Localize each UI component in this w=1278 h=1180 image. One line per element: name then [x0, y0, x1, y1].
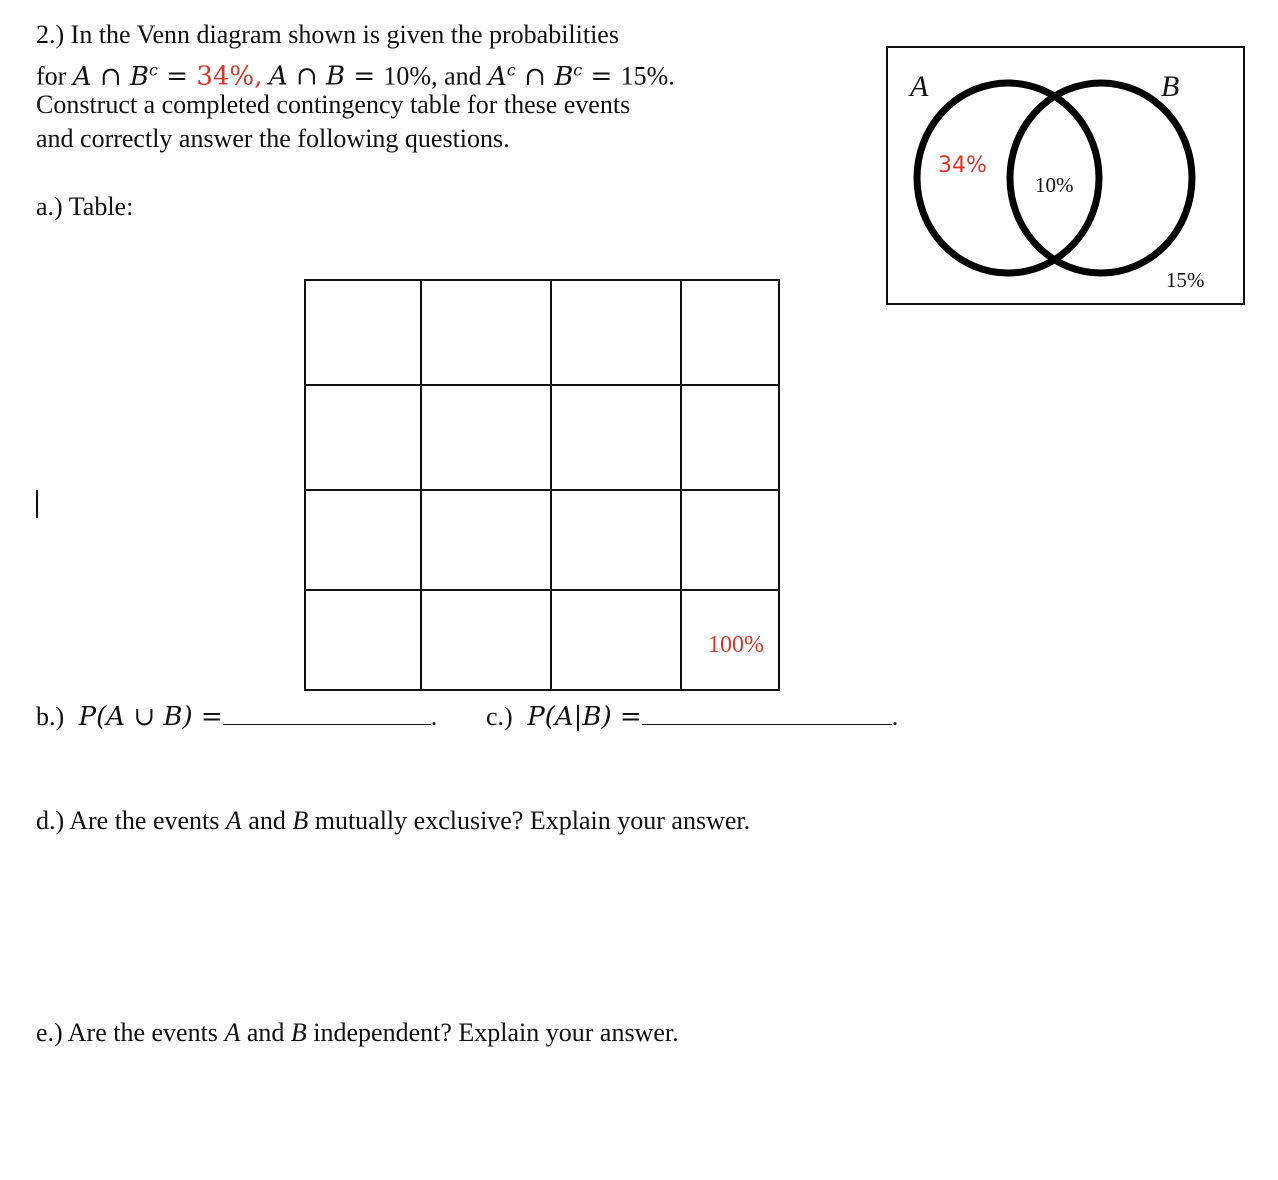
value-10: 10% [383, 61, 432, 91]
expr-ac-and-bc: $A^c$ ∩ $B^c$ [488, 60, 583, 92]
venn-value-only-a: 34% [938, 153, 987, 178]
part-c [486, 700, 898, 734]
part-b-answer-blank[interactable] [223, 700, 431, 725]
part-d-event-b: B [292, 806, 309, 835]
table-cell[interactable] [551, 590, 681, 690]
part-b [36, 700, 437, 734]
value-34: 34%, [196, 61, 263, 92]
venn-label-a: A [910, 70, 929, 103]
value-15: 15%. [620, 61, 675, 91]
contingency-table [304, 279, 780, 691]
part-b-eq: = [192, 702, 223, 732]
table-cell[interactable] [305, 590, 421, 690]
table-row [305, 590, 779, 690]
eq-sign: = [158, 61, 197, 92]
venn-value-neither: 15% [1166, 268, 1205, 292]
part-d-event-a: A [225, 806, 242, 835]
part-d-prefix: d.) Are the events [36, 806, 226, 835]
table-cell[interactable] [551, 490, 681, 590]
table-cell[interactable] [305, 490, 421, 590]
part-b-label: b.) [36, 702, 65, 731]
part-d-suffix: mutually exclusive? Explain your answer. [308, 806, 751, 835]
expr-a-and-bc: A ∩ $B^c$ [72, 60, 158, 92]
table-cell[interactable] [681, 385, 779, 490]
table-cell[interactable] [421, 385, 551, 490]
and-text: , and [431, 61, 489, 91]
table-cell[interactable] [681, 280, 779, 385]
part-a-label: a.) Table: [36, 192, 134, 221]
table-cell[interactable] [551, 280, 681, 385]
part-e-event-a: A [224, 1018, 241, 1047]
table-cell[interactable] [681, 490, 779, 590]
table-cell-value: 100% [708, 632, 764, 658]
table-cell[interactable] [681, 590, 779, 690]
problem-intro: 2.) In the Venn diagram shown is given the probabilities [36, 20, 619, 49]
part-c-eq: = [611, 702, 642, 732]
table-cell[interactable] [421, 280, 551, 385]
venn-value-both: 10% [1035, 173, 1074, 197]
part-e-question [36, 1016, 679, 1050]
part-e-suffix: independent? Explain your answer. [306, 1018, 679, 1047]
venn-label-b: B [1161, 70, 1180, 103]
part-c-expression: P(A|B) [527, 702, 612, 732]
part-c-period: . [891, 702, 899, 731]
table-cell[interactable] [421, 490, 551, 590]
part-b-period: . [430, 702, 438, 731]
part-b-expression: P(A ∪ B) [78, 702, 193, 732]
part-e-prefix: e.) Are the events [36, 1018, 225, 1047]
expr-a-and-b: A ∩ B = [268, 61, 384, 92]
table-cell[interactable] [551, 385, 681, 490]
givens-prefix: for [36, 61, 67, 91]
problem-line4: and correctly answer the following questions. [36, 124, 510, 153]
venn-diagram [886, 46, 1246, 306]
table-cell[interactable] [305, 385, 421, 490]
problem-line3: Construct a completed contingency table for these events [36, 90, 631, 119]
table-row [305, 385, 779, 490]
table-row [305, 280, 779, 385]
part-e-mid: and [240, 1018, 291, 1047]
text-cursor [36, 490, 38, 518]
table-row [305, 490, 779, 590]
part-c-label: c.) [486, 702, 513, 731]
part-d-mid: and [241, 806, 293, 835]
table-cell[interactable] [305, 280, 421, 385]
part-d-question [36, 804, 750, 838]
table-cell[interactable] [421, 590, 551, 690]
part-c-answer-blank[interactable] [642, 700, 892, 725]
eq-sign-2: = [582, 61, 621, 92]
part-e-event-b: B [290, 1018, 307, 1047]
